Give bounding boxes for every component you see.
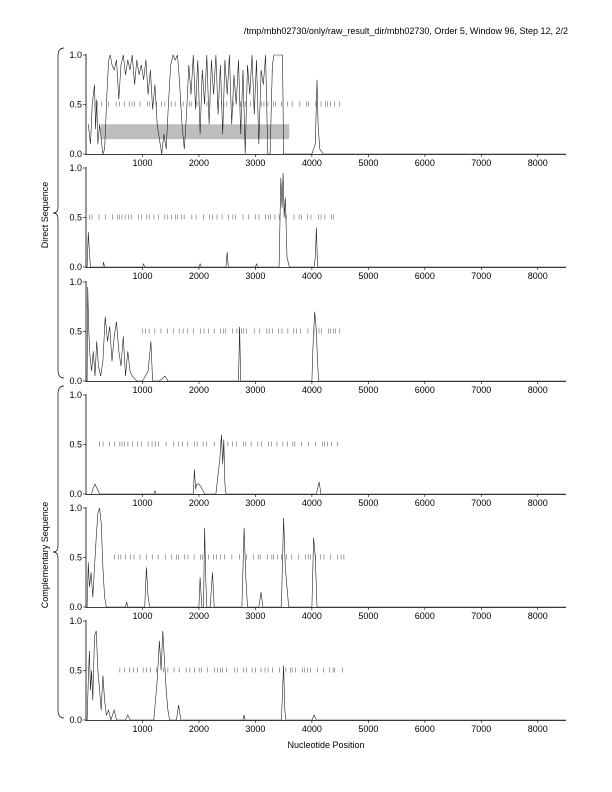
y-tick-label: 0.5 [69, 326, 82, 337]
x-tick-label: 5000 [358, 158, 379, 168]
x-tick-label: 8000 [527, 271, 548, 281]
x-tick-label: 1000 [132, 271, 153, 281]
x-tick-label: 1000 [132, 498, 153, 508]
y-tick-label: 1.0 [69, 390, 82, 400]
y-tick-label: 1.0 [69, 616, 82, 626]
x-tick-label: 8000 [527, 498, 548, 508]
x-tick-label: 4000 [301, 498, 322, 508]
y-tick-label: 0.5 [69, 439, 82, 450]
x-tick-label: 2000 [188, 724, 209, 734]
x-tick-label: 6000 [414, 611, 435, 621]
x-tick-label: 8000 [527, 611, 548, 621]
y-tick-label: 0.5 [69, 552, 82, 563]
y-tick-label: 0.5 [69, 665, 82, 676]
group-label-complementary: Complementary Sequence [40, 501, 50, 609]
x-tick-label: 4000 [301, 158, 322, 168]
x-tick-label: 6000 [414, 271, 435, 281]
x-tick-label: 7000 [471, 385, 492, 395]
y-tick-label: 0.0 [69, 602, 82, 612]
panel [69, 503, 566, 621]
x-tick-label: 5000 [358, 724, 379, 734]
x-tick-label: 8000 [527, 724, 548, 734]
x-tick-label: 2000 [188, 271, 209, 281]
x-tick-label: 3000 [245, 385, 266, 395]
x-tick-label: 2000 [188, 158, 209, 168]
panel [69, 277, 566, 395]
x-tick-label: 5000 [358, 271, 379, 281]
x-tick-label: 7000 [471, 498, 492, 508]
y-tick-label: 0.5 [69, 99, 82, 110]
x-tick-label: 3000 [245, 271, 266, 281]
x-tick-label: 4000 [301, 611, 322, 621]
x-tick-label: 6000 [414, 498, 435, 508]
panel [69, 390, 566, 508]
x-tick-label: 2000 [188, 498, 209, 508]
y-tick-label: 0.0 [69, 715, 82, 725]
x-tick-label: 4000 [301, 385, 322, 395]
x-tick-label: 1000 [132, 158, 153, 168]
series-line [92, 435, 566, 494]
x-tick-label: 4000 [301, 271, 322, 281]
x-tick-label: 7000 [471, 724, 492, 734]
x-tick-label: 4000 [301, 724, 322, 734]
y-tick-label: 0.0 [69, 149, 82, 159]
y-tick-label: 0.5 [69, 212, 82, 223]
x-tick-label: 6000 [414, 385, 435, 395]
group-bracket [53, 48, 64, 378]
x-tick-label: 5000 [358, 385, 379, 395]
header-title: /tmp/mbh02730/only/raw_result_dir/mbh02730, Order 5, Window 96, Step 12, 2/2 [243, 26, 568, 36]
x-tick-label: 8000 [527, 158, 548, 168]
y-tick-label: 0.0 [69, 376, 82, 386]
x-tick-label: 3000 [245, 611, 266, 621]
x-tick-label: 6000 [414, 724, 435, 734]
series-line [87, 173, 566, 267]
x-tick-label: 1000 [132, 385, 153, 395]
panel [69, 163, 566, 281]
x-tick-label: 3000 [245, 158, 266, 168]
highlight-region [101, 124, 290, 139]
x-tick-label: 7000 [471, 611, 492, 621]
group-bracket [53, 386, 64, 718]
x-tick-label: 3000 [245, 498, 266, 508]
x-tick-label: 7000 [471, 271, 492, 281]
x-tick-label: 6000 [414, 158, 435, 168]
x-tick-label: 2000 [188, 611, 209, 621]
series-line [87, 287, 566, 381]
x-tick-label: 8000 [527, 385, 548, 395]
x-tick-label: 5000 [358, 498, 379, 508]
x-tick-label: 1000 [132, 611, 153, 621]
x-tick-label: 7000 [471, 158, 492, 168]
x-tick-label: 5000 [358, 611, 379, 621]
y-tick-label: 1.0 [69, 277, 82, 287]
group-label-direct: Direct Sequence [40, 181, 50, 249]
panels-layer [53, 48, 566, 734]
x-tick-label: 3000 [245, 724, 266, 734]
series-line [87, 508, 566, 607]
y-tick-label: 0.0 [69, 489, 82, 499]
x-tick-label: 2000 [188, 385, 209, 395]
y-tick-label: 1.0 [69, 163, 82, 173]
x-axis-title: Nucleotide Position [287, 740, 365, 750]
y-tick-label: 0.0 [69, 262, 82, 272]
x-tick-label: 1000 [132, 724, 153, 734]
y-tick-label: 1.0 [69, 50, 82, 60]
panel [69, 50, 566, 168]
y-tick-label: 1.0 [69, 503, 82, 513]
series-line [87, 631, 566, 720]
panel [69, 616, 566, 734]
